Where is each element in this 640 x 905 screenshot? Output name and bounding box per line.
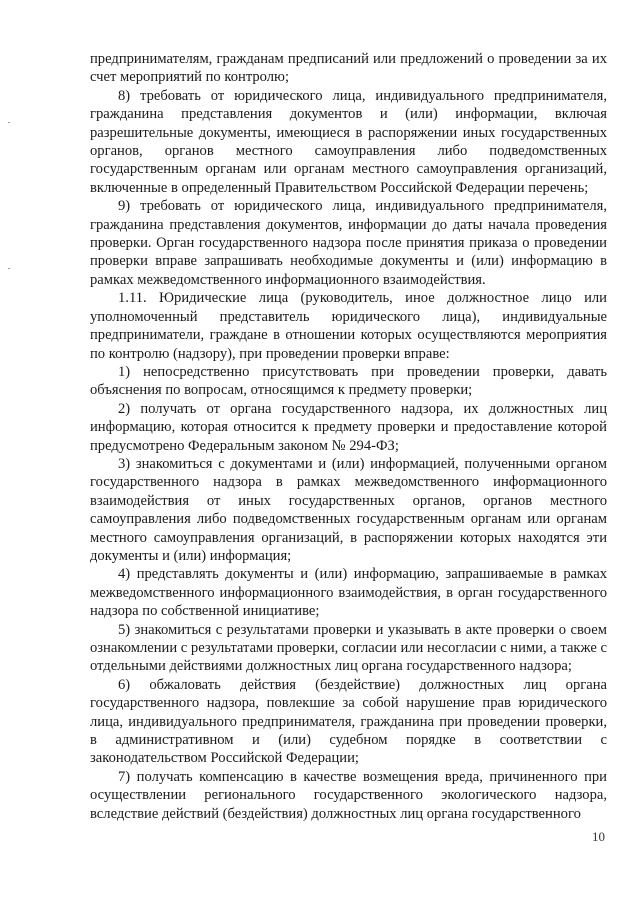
paragraph-continuation: предпринимателям, гражданам предписаний или предложений о проведении за их счет мероприятий по контролю;	[90, 51, 607, 86]
scan-artifact-mark	[8, 268, 10, 269]
paragraph-right-7: 7) получать компенсацию в качестве возмещения вреда, причиненного при осуществлении регионального государственного экологического надзора, вследствие действий (бездействия) должностных лиц органа государственного	[90, 768, 607, 822]
paragraph-right-5: 5) знакомиться с результатами проверки и указывать в акте проверки о своем ознакомлении с результатами проверки, согласии или несогласии с ними, а также с отдельными действиями должностных лиц органа государственного надзора;	[90, 621, 608, 675]
paragraph-item-9: 9) требовать от юридического лица, индивидуального предпринимателя, гражданина представления документов, информации до даты начала проведения проверки. Орган государственного надзора после принятия приказа о проведении проверки вправе запрашивать необходимые документы и (или) информацию в рамках межведомственного информационного взаимодействия.	[90, 198, 607, 288]
document-body	[90, 50, 607, 823]
paragraph-section-1-11: 1.11. Юридические лица (руководитель, иное должностное лицо или уполномоченный представитель юридического лица), индивидуальные предприниматели, граждане в отношении которых осуществляются мероприятия по контролю (надзору), при проведении проверки вправе:	[90, 290, 607, 362]
paragraph-item-8: 8) требовать от юридического лица, индивидуального предпринимателя, гражданина представления документов и (или) информации, включая разрешительные документы, имеющиеся в распоряжении иных государственных органов, органов местного самоуправления либо подведомственных государственным органам или органам местного самоуправления организаций, включенные в определенный Правительством Российской Федерации перечень;	[90, 87, 607, 196]
paragraph-right-3: 3) знакомиться с документами и (или) информацией, полученными органом государственного надзора в рамках межведомственного информационного взаимодействия от иных государственных органов, органов местного самоуправления либо подведомственных государственным органам или органам местного самоуправления организаций, в распоряжении которых находятся эти документы и (или) информация;	[90, 455, 607, 564]
paragraph-right-4: 4) представлять документы и (или) информацию, запрашиваемые в рамках межведомственного информационного взаимодействия, в орган государственного надзора по собственной инициативе;	[90, 566, 607, 620]
paragraph-right-6: 6) обжаловать действия (бездействие) должностных лиц органа государственного надзора, повлекшие за собой нарушение прав юридического лица, индивидуального предпринимателя, гражданина при проведении проверки, в административном и (или) судебном порядке в соответствии с законодательством Российской Федерации;	[90, 676, 607, 767]
paragraph-right-1: 1) непосредственно присутствовать при проведении проверки, давать объяснения по вопросам, относящимся к предмету проверки;	[90, 363, 607, 399]
paragraph-right-2: 2) получать от органа государственного надзора, их должностных лиц информацию, которая относится к предмету проверки и предоставление которой предусмотрено Федеральным законом № 294-ФЗ;	[90, 400, 607, 454]
scan-artifact-mark	[8, 122, 10, 123]
page-number: 10	[592, 829, 605, 844]
